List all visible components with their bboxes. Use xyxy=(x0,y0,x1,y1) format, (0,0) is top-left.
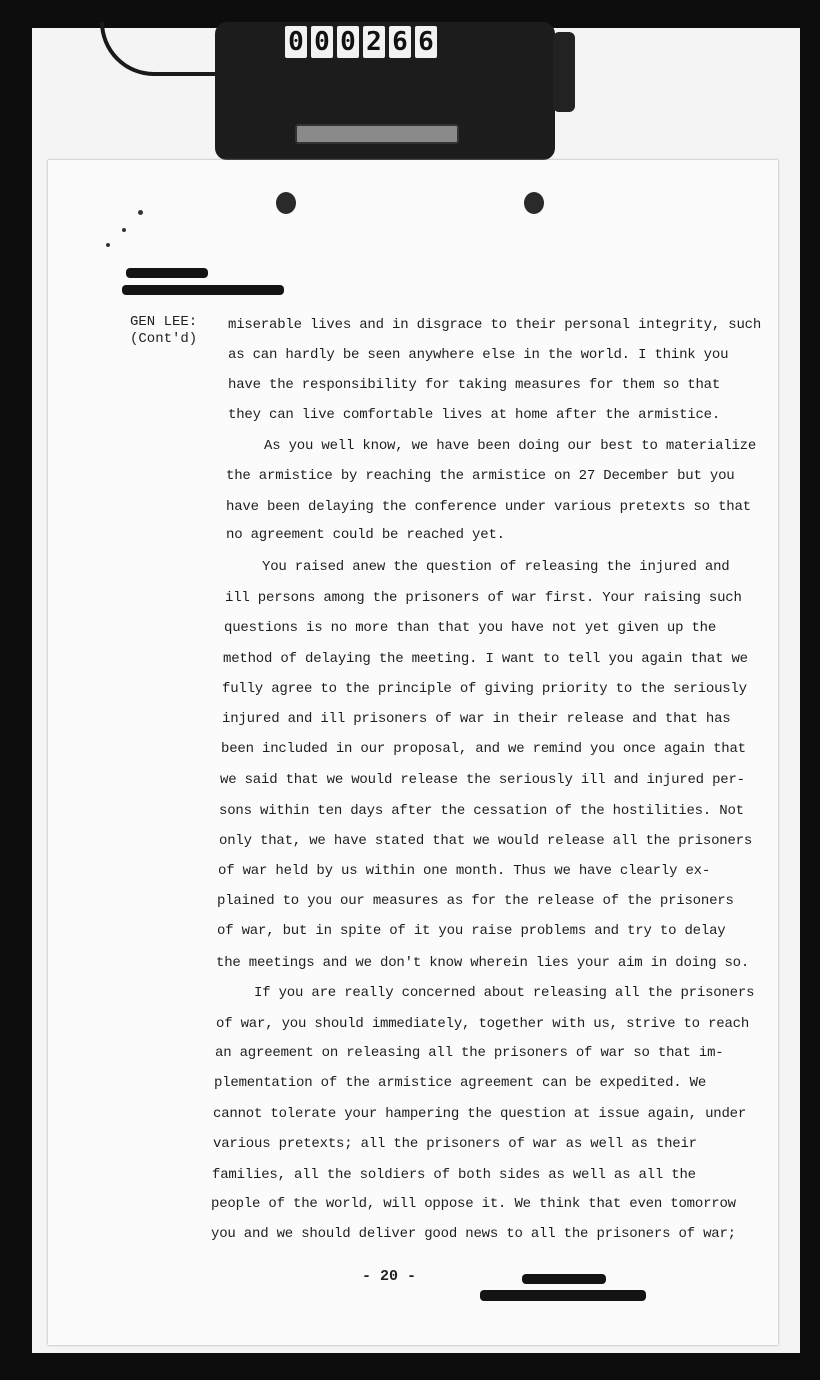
text-line: injured and ill prisoners of war in their release and that has xyxy=(222,711,731,727)
text-line: been included in our proposal, and we remind you once again that xyxy=(221,741,746,757)
text-line: we said that we would release the seriously ill and injured per- xyxy=(220,772,745,788)
text-line: plementation of the armistice agreement can be expedited. We xyxy=(214,1075,707,1091)
text-line: sons within ten days after the cessation of the hostilities. Not xyxy=(219,803,744,819)
text-line: You raised anew the question of releasing the injured and xyxy=(262,559,730,575)
text-line: of war held by us within one month. Thus we have clearly ex- xyxy=(218,863,711,879)
redaction-bar xyxy=(126,268,208,278)
counter-slot xyxy=(295,124,459,144)
text-line: you and we should deliver good news to all the prisoners of war; xyxy=(211,1226,736,1242)
text-line: have the responsibility for taking measures for them so that xyxy=(228,377,721,393)
text-line: various pretexts; all the prisoners of war as well as their xyxy=(213,1136,697,1152)
text-line: no agreement could be reached yet. xyxy=(226,527,505,543)
frame-counter-digits xyxy=(285,26,437,60)
text-line: an agreement on releasing all the prisoners of war so that im- xyxy=(215,1045,724,1061)
text-line: they can live comfortable lives at home after the armistice. xyxy=(228,407,721,423)
text-line: people of the world, will oppose it. We think that even tomorrow xyxy=(211,1196,736,1212)
speaker-name: GEN LEE: xyxy=(130,314,198,330)
redaction-bar xyxy=(122,285,284,295)
text-line: as can hardly be seen anywhere else in the world. I think you xyxy=(228,347,729,363)
redaction-bar xyxy=(522,1274,606,1284)
text-line: If you are really concerned about releasing all the prisoners xyxy=(254,985,755,1001)
paper-speck xyxy=(138,210,143,215)
text-line: ill persons among the prisoners of war first. Your raising such xyxy=(225,590,742,606)
frame-counter xyxy=(215,22,555,160)
text-line: As you well know, we have been doing our best to materialize xyxy=(264,438,757,454)
text-line: cannot tolerate your hampering the question at issue again, under xyxy=(213,1106,747,1122)
counter-digit: 0 xyxy=(337,26,359,58)
redaction-bar xyxy=(480,1290,646,1301)
speaker-continued: (Cont'd) xyxy=(130,331,198,347)
punch-hole-left xyxy=(276,192,296,214)
text-line: miserable lives and in disgrace to their personal integrity, such xyxy=(228,317,762,333)
speaker-label xyxy=(130,314,197,348)
counter-digit: 0 xyxy=(311,26,333,58)
paper-speck xyxy=(122,228,126,232)
text-line: the armistice by reaching the armistice on 27 December but you xyxy=(226,468,735,484)
text-line: method of delaying the meeting. I want to tell you again that we xyxy=(223,651,748,667)
text-line: plained to you our measures as for the release of the prisoners xyxy=(217,893,734,909)
text-line: questions is no more than that you have not yet given up the xyxy=(224,620,717,636)
text-line: only that, we have stated that we would release all the prisoners xyxy=(219,833,753,849)
counter-digit: 0 xyxy=(285,26,307,58)
paper-speck xyxy=(106,243,110,247)
page-number: - 20 - xyxy=(362,1268,417,1285)
counter-digit: 6 xyxy=(415,26,437,58)
counter-knob xyxy=(553,32,575,112)
text-line: the meetings and we don't know wherein lies your aim in doing so. xyxy=(216,955,750,971)
text-line: have been delaying the conference under various pretexts so that xyxy=(226,499,751,515)
text-line: fully agree to the principle of giving priority to the seriously xyxy=(222,681,747,697)
counter-digit: 6 xyxy=(389,26,411,58)
counter-digit: 2 xyxy=(363,26,385,58)
text-line: of war, but in spite of it you raise problems and try to delay xyxy=(217,923,726,939)
text-line: of war, you should immediately, together with us, strive to reach xyxy=(216,1016,750,1032)
punch-hole-right xyxy=(524,192,544,214)
text-line: families, all the soldiers of both sides as well as all the xyxy=(212,1167,696,1183)
